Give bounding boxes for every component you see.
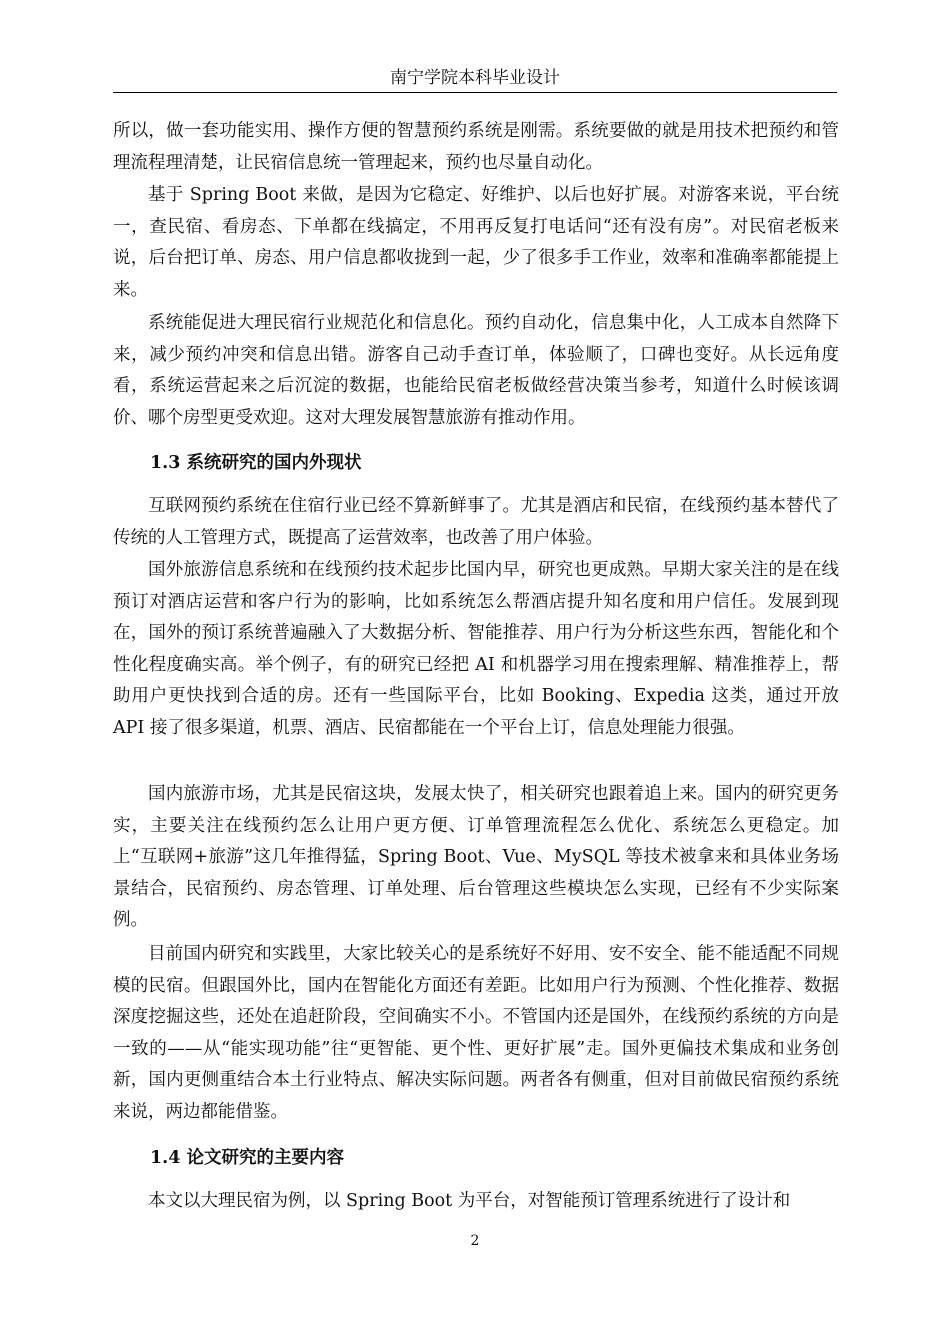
section-heading: 1.4 论文研究的主要内容 [150,1148,345,1168]
paragraph: 基于 Spring Boot 来做，是因为它稳定、好维护、以后也好扩展。对游客来说，平台统一，查民宿、看房态、下单都在线搞定，不用再反复打电话问“还有没有房”。对民宿老板来说，后台把订单、房态、用户信息都收拢到一起，少了很多手工作业，效率和准确率都能提上来。 [113,185,839,300]
page-header: 南宁学院本科毕业设计 [113,66,837,93]
paragraph: 本文以大理民宿为例，以 Spring Boot 为平台，对智能预订管理系统进行了设计和 [148,1191,791,1211]
section-heading: 1.3 系统研究的国内外现状 [150,453,362,473]
paragraph: 目前国内研究和实践里，大家比较关心的是系统好不好用、安不安全、能不能适配不同规模的民宿。但跟国外比，国内在智能化方面还有差距。比如用户行为预测、个性化推荐、数据深度挖掘这些，还处在追赶阶段，空间确实不小。不管国内还是国外，在线预约系统的方向是一致的——从“能实现功能”往“更智能、更个性、更好扩展”走。国外更偏技术集成和业务创新，国内更侧重结合本土行业特点、解决实际问题。两者各有侧重，但对目前做民宿预约系统来说，两边都能借鉴。 [113,944,839,1122]
page-number: 2 [470,1233,480,1249]
paragraph: 国外旅游信息系统和在线预约技术起步比国内早，研究也更成熟。早期大家关注的是在线预订对酒店运营和客户行为的影响，比如系统怎么帮酒店提升知名度和用户信任。发展到现在，国外的预订系统普遍融入了大数据分析、智能推荐、用户行为分析这些东西，智能化和个性化程度确实高。举个例子，有的研究已经把 AI 和机器学习用在搜索理解、精准推荐上，帮助用户更快找到合适的房。还有一些国际平台，比如 Booking、Expedia 这类，通过开放 API 接了很多渠道，机票、酒店、民宿都能在一个平台上订，信息处理能力很强。 [113,560,839,738]
paragraph: 所以，做一套功能实用、操作方便的智慧预约系统是刚需。系统要做的就是用技术把预约和管理流程理清楚，让民宿信息统一管理起来，预约也尽量自动化。 [113,121,839,173]
paragraph: 互联网预约系统在住宿行业已经不算新鲜事了。尤其是酒店和民宿，在线预约基本替代了传统的人工管理方式，既提高了运营效率，也改善了用户体验。 [113,496,839,548]
paragraph: 系统能促进大理民宿行业规范化和信息化。预约自动化，信息集中化，人工成本自然降下来，减少预约冲突和信息出错。游客自己动手查订单，体验顺了，口碑也变好。从长远角度看，系统运营起来之后沉淀的数据，也能给民宿老板做经营决策当参考，知道什么时候该调价、哪个房型更受欢迎。这对大理发展智慧旅游有推动作用。 [113,313,839,428]
paragraph: 国内旅游市场，尤其是民宿这块，发展太快了，相关研究也跟着追上来。国内的研究更务实，主要关注在线预约怎么让用户更方便、订单管理流程怎么优化、系统怎么更稳定。加上“互联网+旅游”这几年推得猛，Spring Boot、Vue、MySQL 等技术被拿来和具体业务场景结合，民宿预约、房态管理、订单处理、后台管理这些模块怎么实现，已经有不少实际案例。 [113,784,839,930]
